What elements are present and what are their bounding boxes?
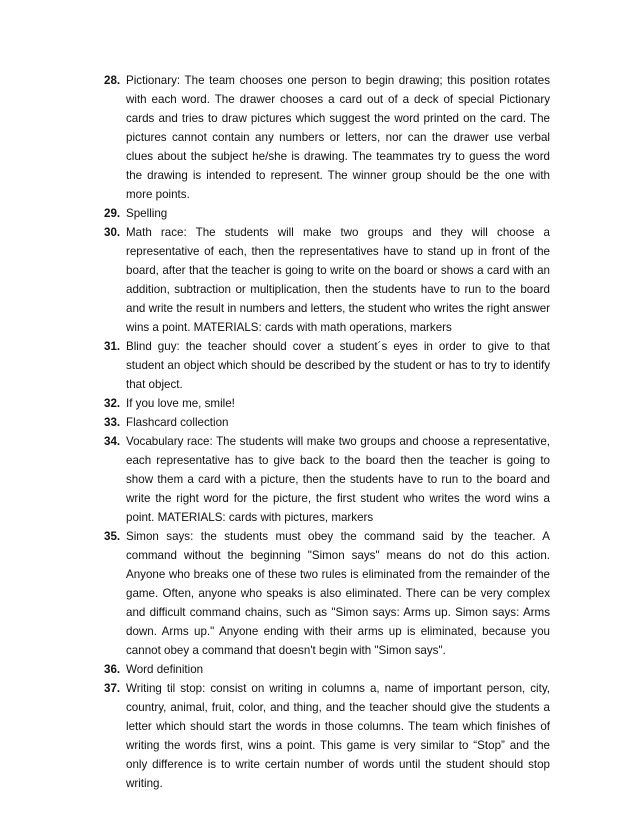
item-number: 30. bbox=[104, 226, 121, 239]
list-item-33 bbox=[104, 413, 550, 432]
item-number: 28. bbox=[104, 74, 121, 87]
item-number: 35. bbox=[104, 530, 121, 543]
item-text: Blind guy: the teacher should cover a student´s eyes in order to give to that student an object which should be described by the student or has to try to identify that object. bbox=[126, 340, 550, 391]
item-text: Math race: The students will make two groups and they will choose a representative of each, then the representatives have to stand up in front of the board, after that the teacher is going to write on the board or shows a card with an addition, subtraction or multiplication, then the students have to run to the board and write the result in numbers and letters, the student who writes the right answer wins a point. MATERIALS: cards with math operations, markers bbox=[126, 226, 550, 334]
item-text: Writing til stop: consist on writing in columns a, name of important person, city, country, animal, fruit, color, and thing, and the teacher should give the students a letter which should start the words in those columns. The team which finishes of writing the words first, wins a point. This game is very similar to “Stop” and the only difference is to write certain number of words until the student should stop writing. bbox=[126, 682, 550, 790]
list-item-32 bbox=[104, 394, 550, 413]
list-item-35 bbox=[104, 527, 550, 660]
item-number: 29. bbox=[104, 207, 121, 220]
list-item-37 bbox=[104, 679, 550, 793]
list-item-31 bbox=[104, 337, 550, 394]
item-text: Flashcard collection bbox=[126, 416, 229, 429]
item-text: If you love me, smile! bbox=[126, 397, 235, 410]
game-list bbox=[104, 71, 550, 793]
item-text: Vocabulary race: The students will make two groups and choose a representative, each representative has to give back to the board then the teacher is going to show them a card with a picture, then the students have to run to the board and write the right word for the picture, the first student who writes the word wins a point. MATERIALS: cards with pictures, markers bbox=[126, 435, 550, 524]
item-number: 33. bbox=[104, 416, 121, 429]
item-text: Pictionary: The team chooses one person to begin drawing; this position rotates with each word. The drawer chooses a card out of a deck of special Pictionary cards and tries to draw pictures which suggest the word printed on the card. The pictures cannot contain any numbers or letters, nor can the drawer use verbal clues about the subject he/she is drawing. The teammates try to guess the word the drawing is intended to represent. The winner group should be the one with more points. bbox=[126, 74, 550, 201]
list-item-29 bbox=[104, 204, 550, 223]
list-item-36 bbox=[104, 660, 550, 679]
item-number: 31. bbox=[104, 340, 121, 353]
item-text: Word definition bbox=[126, 663, 204, 676]
list-item-34 bbox=[104, 432, 550, 527]
list-item-28 bbox=[104, 71, 550, 204]
item-number: 32. bbox=[104, 397, 121, 410]
item-text: Simon says: the students must obey the command said by the teacher. A command without the beginning "Simon says" means do not do this action. Anyone who breaks one of these two rules is eliminated from the remainder of the game. Often, anyone who speaks is also eliminated. There can be very complex and difficult command chains, such as "Simon says: Arms up. Simon says: Arms down. Arms up." Anyone ending with their arms up is eliminated, because you cannot obey a command that doesn't begin with "Simon says". bbox=[126, 530, 550, 657]
item-number: 36. bbox=[104, 663, 121, 676]
list-item-30 bbox=[104, 223, 550, 337]
item-text: Spelling bbox=[126, 207, 168, 220]
item-number: 37. bbox=[104, 682, 121, 695]
item-number: 34. bbox=[104, 435, 121, 448]
